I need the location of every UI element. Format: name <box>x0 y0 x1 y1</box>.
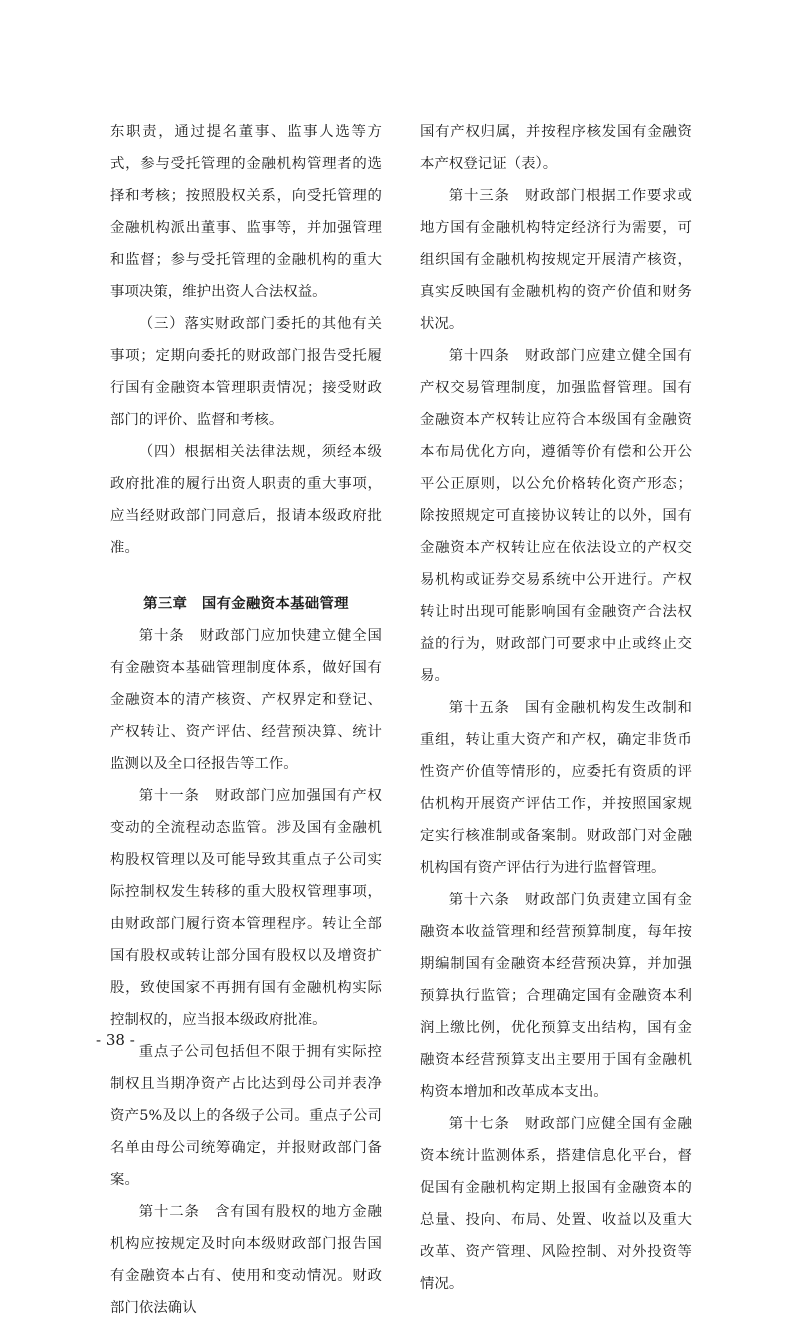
article-14: 第十四条 财政部门应建立健全国有产权交易管理制度，加强监督管理。国有金融资本产权转让应符合本级国有金融资本布局优化方向，遵循等价有偿和公开公平公正原则，以公允价格转化资产形态；除按照规定可直接协议转让的以外，国有金融资本产权转让应在依法设立的产权交易机构或证券交易系统中公开进行。产权转让时出现可能影响国有金融资产合法权益的行为，财政部门可要求中止或终止交易。 <box>420 348 692 684</box>
right-column <box>420 116 692 1300</box>
paragraph: 重点子公司包括但不限于拥有实际控制权且当期净资产占比达到母公司并表净资产5%及以上的各级子公司。重点子公司名单由母公司统筹确定，并报财政部门备案。 <box>110 1044 382 1188</box>
article-12: 第十二条 含有国有股权的地方金融机构应按规定及时向本级财政部门报告国有金融资本占有、使用和变动情况。财政部门依法确认 <box>110 1204 382 1316</box>
paragraph: 东职责，通过提名董事、监事人选等方式，参与受托管理的金融机构管理者的选择和考核；按照股权关系，向受托管理的金融机构派出董事、监事等，并加强管理和监督；参与受托管理的金融机构的重大事项决策，维护出资人合法权益。 <box>110 124 382 300</box>
paragraph: 国有产权归属，并按程序核发国有金融资本产权登记证（表）。 <box>420 124 692 172</box>
article-13: 第十三条 财政部门根据工作要求或地方国有金融机构特定经济行为需要，可组织国有金融机构按规定开展清产核资，真实反映国有金融机构的资产价值和财务状况。 <box>420 188 692 332</box>
article-11: 第十一条 财政部门应加强国有产权变动的全流程动态监管。涉及国有金融机构股权管理以及可能导致其重点子公司实际控制权发生转移的重大股权管理事项，由财政部门履行资本管理程序。转让全部国有股权或转让部分国有股权以及增资扩股，致使国家不再拥有国有金融机构实际控制权的，应当报本级政府批准。 <box>110 788 382 1028</box>
page-number: - 38 - <box>96 1031 135 1049</box>
left-column <box>110 116 382 1324</box>
article-10: 第十条 财政部门应加快建立健全国有金融资本基础管理制度体系，做好国有金融资本的清产核资、产权界定和登记、产权转让、资产评估、经营预决算、统计监测以及全口径报告等工作。 <box>110 628 382 772</box>
paragraph: （三）落实财政部门委托的其他有关事项；定期向委托的财政部门报告受托履行国有金融资本管理职责情况；接受财政部门的评价、监督和考核。 <box>110 316 382 428</box>
article-15: 第十五条 国有金融机构发生改制和重组，转让重大资产和产权，确定非货币性资产价值等情形的，应委托有资质的评估机构开展资产评估工作，并按照国家规定实行核准制或备案制。财政部门对金融机构国有资产评估行为进行监督管理。 <box>420 700 692 876</box>
chapter-heading: 第三章 国有金融资本基础管理 <box>143 595 349 612</box>
article-16: 第十六条 财政部门负责建立国有金融资本收益管理和经营预算制度，每年按期编制国有金融资本经营预决算，并加强预算执行监管；合理确定国有金融资本利润上缴比例，优化预算支出结构，国有金融资本经营预算支出主要用于国有金融机构资本增加和改革成本支出。 <box>420 892 692 1100</box>
article-17: 第十七条 财政部门应健全国有金融资本统计监测体系，搭建信息化平台，督促国有金融机构定期上报国有金融资本的总量、投向、布局、处置、收益以及重大改革、资产管理、风险控制、对外投资等情况。 <box>420 1116 692 1292</box>
paragraph: （四）根据相关法律法规，须经本级政府批准的履行出资人职责的重大事项，应当经财政部门同意后，报请本级政府批准。 <box>110 444 382 556</box>
